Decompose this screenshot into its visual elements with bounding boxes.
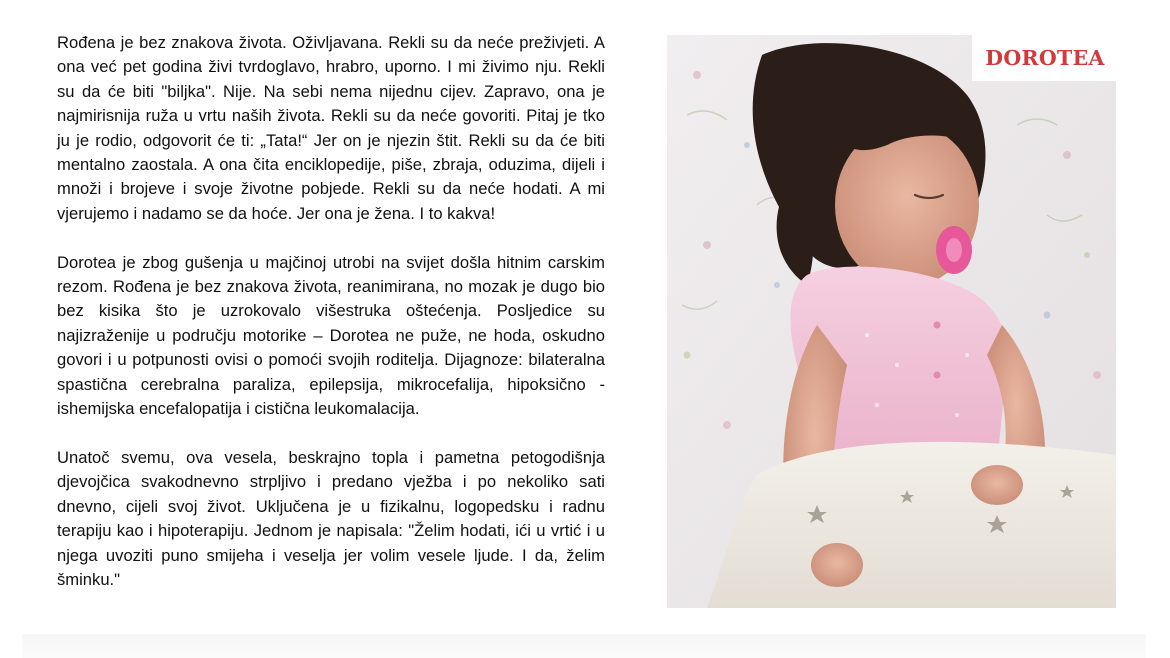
name-label: DOROTEA [985, 46, 1105, 70]
child-photo [667, 35, 1116, 608]
article-text [57, 31, 605, 592]
paragraph-3: Unatoč svemu, ova vesela, beskrajno topla i pametna petogodišnja djevojčica svakodnevno strpljivo i predano vježba i po nekoliko sati dnevno, cijeli svoj život. Uključena je u fizikalnu, logopedsku i radnu terapiju kao i hipoterapiju. Jednom je napisala: "Želim hodati, ići u vrtić i u njega uvoziti puno smijeha i veselja jer volim vesele ljude. I da, želim šminku." [57, 447, 605, 589]
bottom-divider [22, 634, 1146, 658]
paragraph-1: Rođena je bez znakova života. Oživljavana. Rekli su da neće preživjeti. A ona već pet godina živi tvrdoglavo, hrabro, uporno. I mi živimo nju. Rekli su da će biti "biljka". Nije. Na sebi nema nijednu cijev. Zapravo, ona je najmirisnija ruža u vrtu naših života. Rekli su da neće govoriti. Pitaj je tko ju je rodio, odgovorit će ti: „Tata!“ Jer on je njezin štit. Rekli su da će biti mentalno zaostala. A ona čita enciklopedije, piše, zbraja, oduzima, dijeli i množi i brojeve i svoje životne pobjede. Rekli su da neće hodati. A mi vjerujemo i nadamo se da hoće. Jer ona je žena. I to kakva! [57, 33, 605, 223]
name-label-box [972, 35, 1118, 81]
paragraph-2: Dorotea je zbog gušenja u majčinoj utrobi na svijet došla hitnim carskim rezom. Rođena je bez znakova života, reanimirana, no mozak je dugo bio bez kisika što je uzrokovalo višestruka oštećenja. Posljedice su najizraženije u području motorike – Dorotea ne puže, ne hoda, oskudno govori i u potpunosti ovisi o pomoći svojih roditelja. Dijagnoze: bilateralna spastična cerebralna paraliza, epilepsija, mikrocefalija, hipoksično - ishemijska encefalopatija i cistična leukomalacija. [57, 252, 605, 419]
